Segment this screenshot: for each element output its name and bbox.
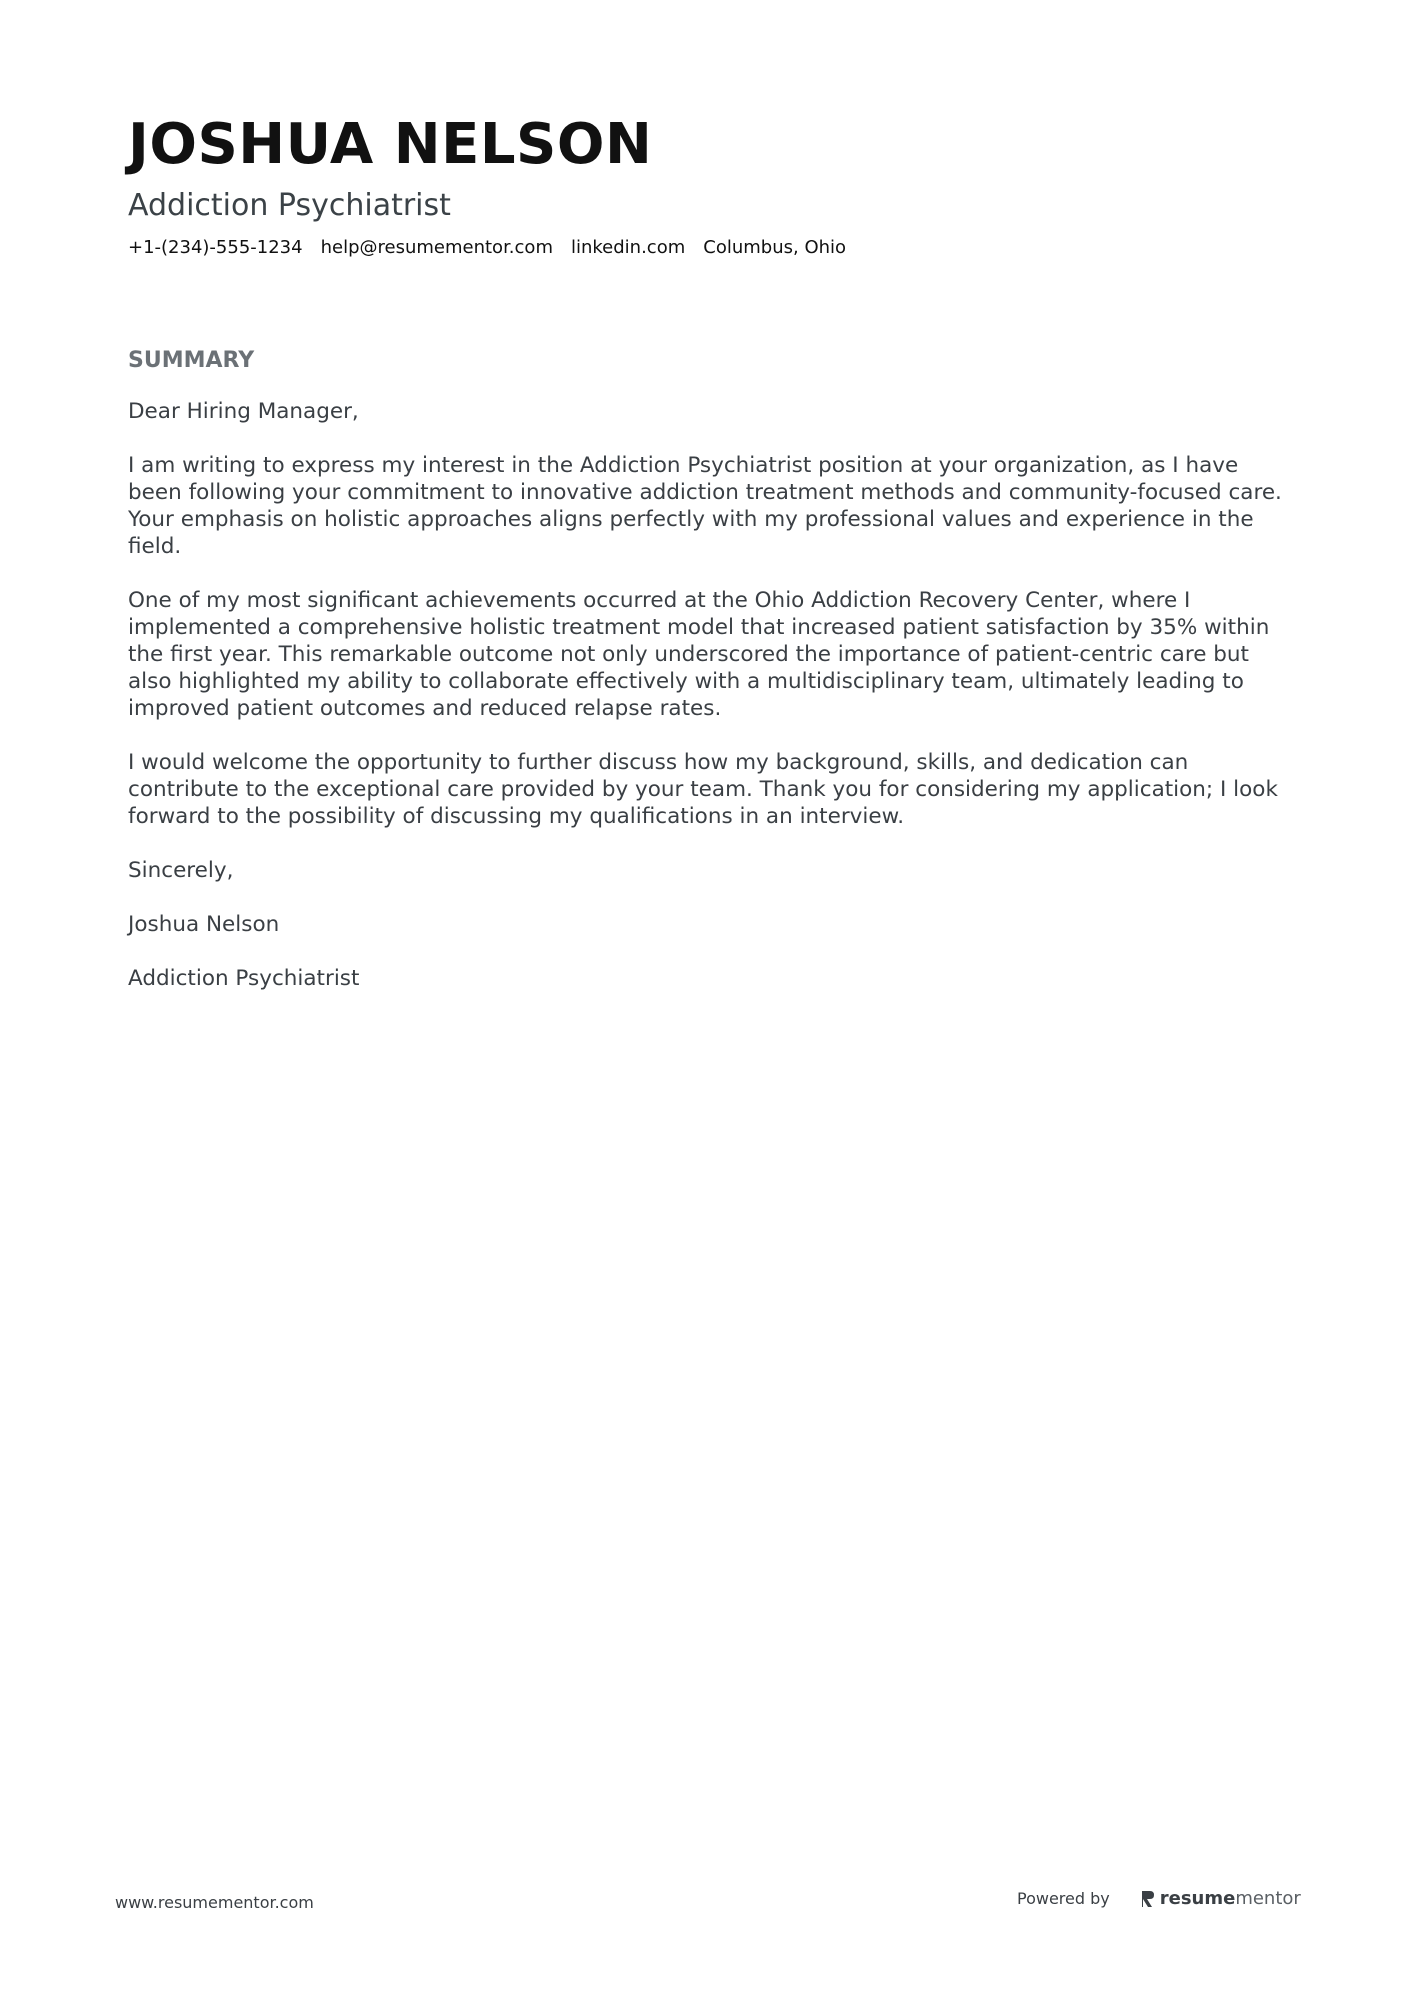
letter-body <box>128 398 1298 992</box>
contact-phone: +1-(234)-555-1234 <box>128 237 303 258</box>
resumementor-logo-icon <box>1140 1889 1156 1909</box>
powered-by-label: Powered by <box>1017 1889 1110 1908</box>
logo-text-bold: resume <box>1159 1888 1236 1909</box>
section-heading-summary: SUMMARY <box>128 348 255 373</box>
footer-website-link[interactable]: www.resumementor.com <box>115 1893 314 1912</box>
salutation: Dear Hiring Manager, <box>128 399 359 424</box>
letter-paragraph-1: I am writing to express my interest in the Addiction Psychiatrist position at your organization, as I have been following your commitment to innovative addiction treatment methods and community-focused care. Your emphasis on holistic approaches aligns perfectly with my professional values and experience in the field. <box>128 453 1282 559</box>
resumementor-logo[interactable] <box>1140 1888 1301 1909</box>
letter-paragraph-3: I would welcome the opportunity to further discuss how my background, skills, and dedication can contribute to the exceptional care provided by your team. Thank you for considering my application; I look forward to the possibility of discussing my qualifications in an interview. <box>128 750 1278 829</box>
logo-text-light: mentor <box>1235 1888 1301 1909</box>
job-title: Addiction Psychiatrist <box>128 188 451 223</box>
closing: Sincerely, <box>128 858 234 883</box>
cover-letter <box>128 110 1298 1019</box>
signature-name: Joshua Nelson <box>128 912 280 937</box>
footer-brand <box>1017 1888 1301 1909</box>
contact-email[interactable]: help@resumementor.com <box>320 237 553 258</box>
signature-title: Addiction Psychiatrist <box>128 966 360 991</box>
contact-bar <box>128 234 1298 262</box>
contact-linkedin[interactable]: linkedin.com <box>570 237 686 258</box>
candidate-name: JOSHUA NELSON <box>128 112 653 177</box>
contact-location: Columbus, Ohio <box>703 237 847 258</box>
letter-paragraph-2: One of my most significant achievements occurred at the Ohio Addiction Recovery Center, where I implemented a comprehensive holistic treatment model that increased patient satisfaction by 35% within the first year. This remarkable outcome not only underscored the importance of patient-centric care but also highlighted my ability to collaborate effectively with a multidisciplinary team, ultimately leading to improved patient outcomes and reduced relapse rates. <box>128 588 1270 721</box>
